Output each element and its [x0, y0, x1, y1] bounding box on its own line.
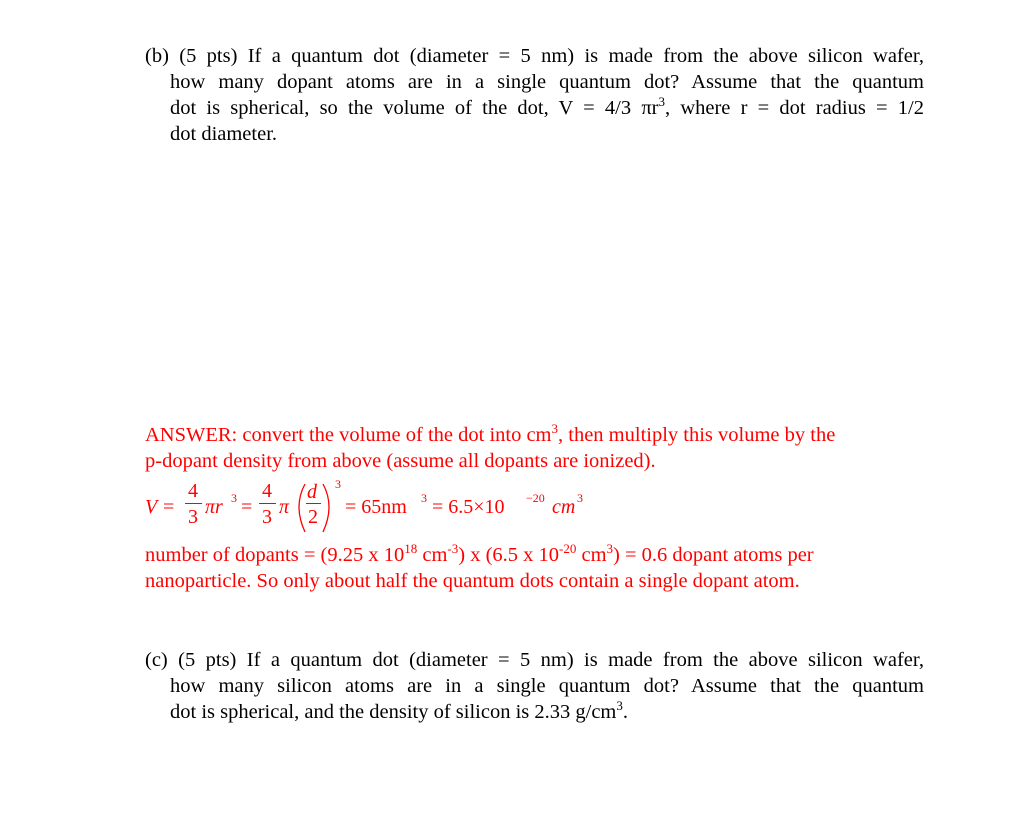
question-c — [145, 647, 924, 725]
answer-result-line-1 — [145, 542, 935, 568]
result-text-1: number of dopants = (9.25 x 10 — [145, 544, 405, 566]
question-b-line-3-tail: , where r = dot radius = 1/2 — [665, 97, 924, 119]
question-c-line-3 — [145, 699, 924, 725]
eq-v: V — [145, 496, 158, 518]
volume-equation — [145, 476, 705, 540]
question-c-line-1: (c) (5 pts) If a quantum dot (diameter = 5 nm) is made from the above silicon wafer, — [145, 649, 924, 671]
eq-r-cube: 3 — [231, 491, 237, 505]
eq-frac3-bar — [306, 503, 321, 504]
result-sup-1: 18 — [404, 541, 418, 556]
question-b-line-3-text: dot is spherical, so the volume of the dot, V = 4/3 πr — [170, 97, 659, 119]
question-c-line-3-tail: . — [622, 701, 629, 723]
eq-exponent: −20 — [526, 491, 545, 505]
eq-cm-cube: 3 — [577, 491, 583, 505]
result-text-3: ) x (6.5 x 10 — [458, 544, 560, 566]
answer-intro — [145, 422, 935, 474]
result-text-4: cm — [576, 544, 607, 566]
eq-frac1-denominator: 3 — [188, 506, 198, 528]
eq-paren-cube: 3 — [335, 477, 341, 491]
answer-line-1 — [145, 422, 935, 448]
answer-line-1-superscript: 3 — [551, 421, 559, 436]
eq-frac3-denominator: 2 — [308, 506, 318, 528]
answer-line-2: p-dopant density from above (assume all dopants are ionized). — [145, 450, 656, 472]
eq-cm: cm — [552, 496, 576, 518]
result-text-2: cm — [417, 544, 448, 566]
result-sup-4: 3 — [606, 541, 614, 556]
question-b — [145, 43, 924, 147]
eq-frac3-numerator: d — [307, 481, 317, 503]
answer-result — [145, 542, 935, 594]
question-b-line-3 — [145, 95, 924, 121]
result-sup-2: -3 — [447, 541, 459, 556]
eq-frac2-denominator: 3 — [262, 506, 272, 528]
question-b-line-3-superscript: 3 — [658, 94, 665, 109]
question-c-line-2: how many silicon atoms are in a single quantum dot? Assume that the quantum — [170, 675, 924, 697]
result-sup-3: -20 — [559, 541, 577, 556]
result-text-5: ) = 0.6 dopant atoms per — [613, 544, 814, 566]
eq-pi-r: πr — [205, 496, 223, 518]
eq-pi: π — [279, 496, 290, 518]
answer-line-1-tail: , then multiply this volume by the — [558, 424, 836, 446]
eq-frac1-numerator: 4 — [188, 480, 198, 502]
question-b-line-1: (b) (5 pts) If a quantum dot (diameter = 5 nm) is made from the above silicon wafer, — [145, 45, 924, 67]
eq-frac2-numerator: 4 — [262, 480, 272, 502]
eq-result-65nm: = 65nm — [345, 496, 407, 518]
answer-result-line-2: nanoparticle. So only about half the quantum dots contain a single dopant atom. — [145, 570, 800, 592]
eq-equals-2: = — [241, 496, 253, 518]
eq-nm-cube: 3 — [421, 491, 427, 505]
eq-result-6-5: = 6.5×10 — [432, 496, 505, 518]
question-c-line-3-superscript: 3 — [616, 698, 623, 713]
answer-line-1-text: ANSWER: convert the volume of the dot into cm — [145, 424, 552, 446]
question-c-line-3-text: dot is spherical, and the density of silicon is 2.33 g/cm — [170, 701, 617, 723]
question-b-line-2: how many dopant atoms are in a single quantum dot? Assume that the quantum — [170, 71, 924, 93]
eq-equals-1: = — [163, 496, 175, 518]
question-b-line-4: dot diameter. — [170, 123, 278, 145]
